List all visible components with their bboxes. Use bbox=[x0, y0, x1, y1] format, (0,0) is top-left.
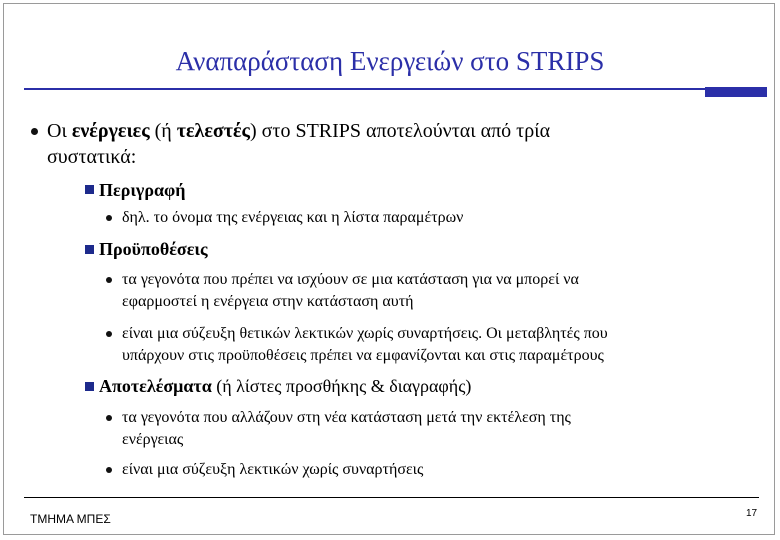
point-text: ενέργειας bbox=[122, 431, 184, 448]
square-bullet-icon bbox=[85, 185, 94, 194]
section-heading-effects-line bbox=[99, 374, 471, 398]
bullet-dot-icon bbox=[106, 415, 112, 421]
section-heading-effects-rest: (ή λίστες προσθήκης & διαγραφής) bbox=[211, 376, 472, 396]
square-bullet-icon bbox=[85, 245, 94, 254]
intro-text-post: ) στο STRIPS αποτελούνται από τρία bbox=[249, 120, 551, 142]
section-heading-effects: Αποτελέσματα bbox=[99, 376, 212, 396]
slide-title: Αναπαράσταση Ενεργειών στο STRIPS bbox=[175, 46, 605, 76]
intro-text-mid: (ή bbox=[149, 120, 177, 142]
bullet-dot-icon bbox=[106, 277, 112, 283]
title-underline bbox=[24, 88, 724, 90]
footer-divider bbox=[24, 497, 759, 498]
intro-line-1 bbox=[47, 119, 550, 144]
point-text: τα γεγονότα που αλλάζουν στη νέα κατάσταση μετά την εκτέλεση της bbox=[122, 409, 571, 426]
square-bullet-icon bbox=[85, 382, 94, 391]
bullet-dot-icon bbox=[106, 467, 112, 473]
bullet-dot-icon bbox=[106, 215, 112, 221]
section-heading-preconditions: Προϋποθέσεις bbox=[99, 239, 208, 259]
point-text: είναι μια σύζευξη λεκτικών χωρίς συναρτήσεις bbox=[122, 461, 424, 478]
point-text: είναι μια σύζευξη θετικών λεκτικών χωρίς συναρτήσεις. Οι μεταβλητές που bbox=[122, 325, 608, 342]
point-text: υπάρχουν στις προϋποθέσεις πρέπει να εμφανίζονται και στις παραμέτρους bbox=[122, 347, 604, 364]
point-text: δηλ. το όνομα της ενέργειας και η λίστα παραμέτρων bbox=[122, 209, 464, 226]
footer-department: ΤΜΗΜΑ ΜΠΕΣ bbox=[30, 512, 111, 526]
bullet-dot-icon bbox=[106, 331, 112, 337]
page-number: 17 bbox=[746, 508, 758, 519]
point-text: εφαρμοστεί η ενέργεια στην κατάσταση αυτή bbox=[122, 293, 414, 310]
intro-term-operators: τελεστές bbox=[176, 120, 250, 142]
section-heading-description: Περιγραφή bbox=[99, 180, 186, 200]
bullet-dot-icon bbox=[31, 128, 38, 135]
point-text: τα γεγονότα που πρέπει να ισχύουν σε μια κατάσταση για να μπορεί να bbox=[122, 271, 579, 288]
intro-term-actions: ενέργειες bbox=[71, 120, 150, 142]
slide-frame bbox=[3, 3, 775, 535]
intro-text-pre: Οι bbox=[47, 120, 72, 142]
intro-line-2: συστατικά: bbox=[47, 146, 137, 168]
title-accent-bar bbox=[705, 87, 767, 97]
